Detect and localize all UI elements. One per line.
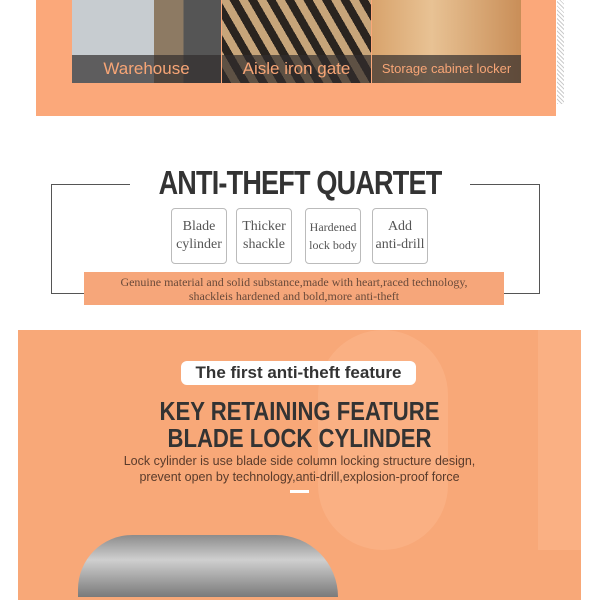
scene-caption: Storage cabinet locker	[372, 55, 521, 83]
panel-shadow	[557, 0, 564, 104]
padlock-image	[78, 535, 338, 597]
frame-line	[51, 293, 85, 294]
feature-box	[171, 208, 227, 264]
background-numeral	[538, 330, 581, 550]
feature-section	[18, 330, 581, 600]
feature-line: cylinder	[176, 237, 222, 252]
feature-line: lock body	[309, 238, 357, 252]
scene-caption: Warehouse	[72, 55, 221, 83]
feature-box	[372, 208, 428, 264]
frame-line	[51, 184, 52, 293]
headline: BLADE LOCK CYLINDER	[167, 423, 432, 453]
frame-line	[539, 184, 540, 293]
quartet-description	[84, 272, 504, 305]
frame-line	[51, 184, 130, 185]
feature-line: Blade	[182, 219, 216, 234]
desc-line: shackleis hardened and bold,more anti-theft	[188, 289, 400, 303]
quartet-title: ANTI-THEFT QUARTET	[158, 164, 442, 201]
headline: KEY RETAINING FEATURE	[159, 396, 440, 426]
feature-line: Thicker	[242, 219, 286, 234]
feature-description	[18, 453, 581, 485]
desc-line: Genuine material and solid substance,made with heart,raced technology,	[120, 275, 468, 289]
scene-caption: Aisle iron gate	[222, 55, 371, 83]
feature-line: Hardened	[309, 220, 357, 234]
feature-box	[305, 208, 361, 264]
desc-line: Lock cylinder is use blade side column locking structure design,	[123, 454, 476, 468]
divider	[290, 490, 309, 493]
feature-badge: The first anti-theft feature	[181, 361, 416, 385]
desc-line: prevent open by technology,anti-drill,explosion-proof force	[139, 470, 460, 484]
feature-box	[236, 208, 292, 264]
feature-line: Add	[387, 219, 413, 234]
scene-iron-gate	[222, 0, 371, 83]
frame-line	[504, 293, 540, 294]
scene-cabinet	[372, 0, 521, 83]
scene-warehouse	[72, 0, 221, 83]
feature-line: shackle	[243, 237, 285, 252]
feature-line: anti-drill	[375, 237, 425, 252]
frame-line	[470, 184, 540, 185]
